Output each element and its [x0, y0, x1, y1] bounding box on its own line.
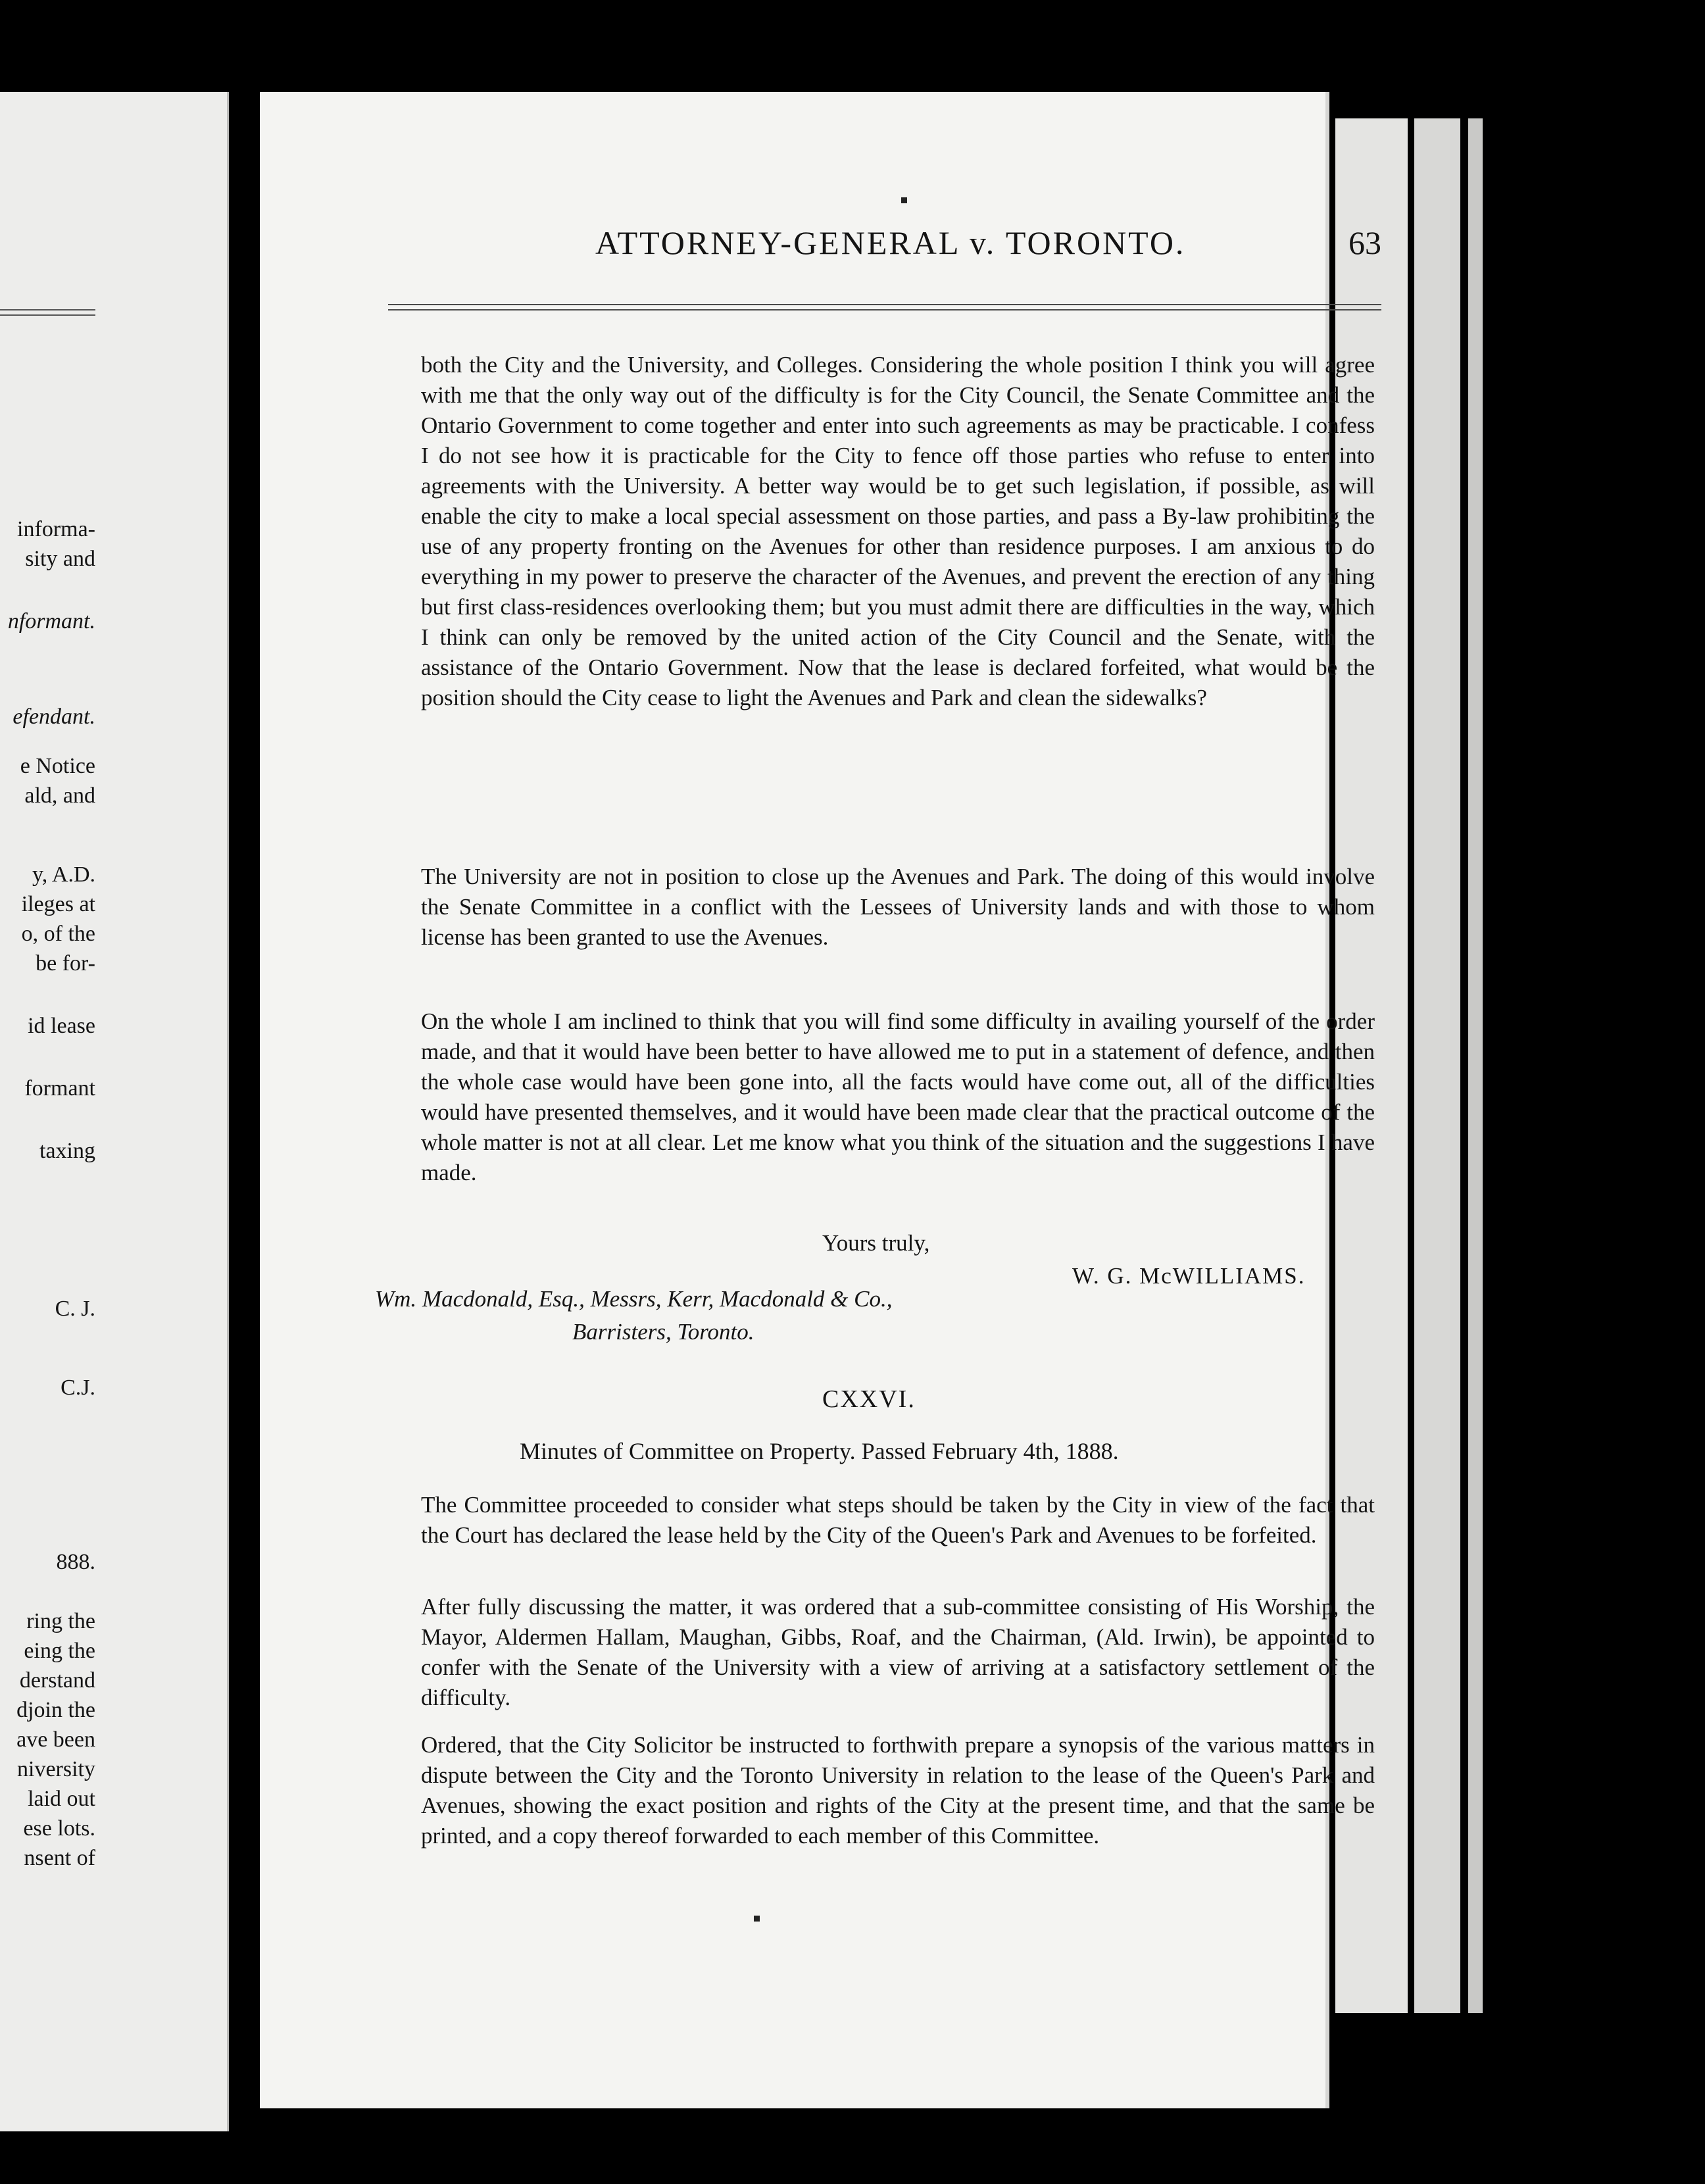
letter-paragraph: On the whole I am inclined to think that you will find some difficulty in availing yourself of the order made, and that it would have been better to have allowed me to put in a statement of defence, and then the whole case would have been gone into, all the facts would have come out, all of the difficulties would have presented themselves, and it would have been made clear that the practical outcome of the whole matter is not at all clear. Let me know what you think of the situation and the suggestions I have made. [421, 1008, 1375, 1185]
left-page-line: ese lots. [23, 1816, 95, 1841]
minutes-paragraph: The Committee proceeded to consider what steps should be taken by the City in view of the fact that the Court has declared the lease held by the City of the Queen's Park and Avenues to be forfeited. [421, 1492, 1375, 1548]
left-page-line: id lease [28, 1014, 95, 1038]
left-page-line: 888. [56, 1550, 95, 1574]
letter-paragraph: both the City and the University, and Colleges. Considering the whole position I think you will agree with me that the only way out of the difficulty is for the City Council, the Senate Committee and the Ontario Government to come together and enter into such agreements as may be practicable. I confess I do not see how it is practicable for the City to fence off those parties who refuse to enter into agreements with the University. A better way would be to get such legislation, if possible, as will enable the city to make a local special assessment on those parties, and pass a By-law prohibiting the use of any property fronting on the Avenues for other than residence purposes. I am anxious to do everything in my power to preserve the character of the Avenues, and prevent the erection of any thing but first class-residences overlooking them; but you must admit there are difficulties in the way, which I think can only be removed by the united action of the City Council and the Senate, with the assistance of the Ontario Government. Now that the lease is declared forfeited, what would be the position should the City cease to light the Avenues and Park and clean the sidewalks? [421, 352, 1375, 710]
header-rule [388, 309, 1381, 310]
print-speck [901, 197, 907, 203]
left-page-line: ald, and [24, 783, 95, 808]
left-page-rule [0, 314, 95, 316]
left-page-rule [0, 309, 95, 310]
left-page-line: sity and [25, 547, 95, 571]
letter-paragraph: The University are not in position to close up the Avenues and Park. The doing of this would involve the Senate Committee in a conflict with the Lessees of University lands and with those to whom license has been granted to use the Avenues. [421, 864, 1375, 950]
running-head [335, 224, 1381, 263]
page-edge [1414, 118, 1460, 2013]
left-page-line: o, of the [21, 922, 95, 946]
addressee-line: Wm. Macdonald, Esq., Messrs, Kerr, Macdonald & Co., [375, 1286, 893, 1312]
left-page-line: nsent of [24, 1846, 95, 1870]
addressee-line: Barristers, Toronto. [572, 1319, 754, 1345]
left-page-line: nformant. [7, 609, 95, 633]
page-edge [1468, 118, 1483, 2013]
left-page-line: derstand [19, 1668, 95, 1693]
header-rule [388, 304, 1381, 305]
left-page-fragment [0, 92, 229, 2131]
letter-closing: Yours truly, [822, 1230, 930, 1256]
left-page-line: C.J. [61, 1376, 95, 1400]
page-number: 63 [1348, 224, 1381, 261]
left-page-line: ring the [26, 1609, 95, 1633]
print-speck [754, 1916, 760, 1922]
running-title: ATTORNEY-GENERAL v. TORONTO. [595, 224, 1186, 261]
left-page-line: laid out [28, 1787, 95, 1811]
left-page-line: y, A.D. [32, 862, 95, 887]
left-page-line: formant [24, 1076, 95, 1101]
letter-signature: W. G. McWILLIAMS. [1072, 1263, 1306, 1289]
left-page-line: be for- [36, 951, 95, 976]
section-number: CXXVI. [822, 1385, 916, 1413]
left-page-line: djoin the [16, 1698, 95, 1722]
minutes-paragraph: After fully discussing the matter, it was ordered that a sub-committee consisting of His Worship, the Mayor, Aldermen Hallam, Maughan, Gibbs, Roaf, and the Chairman, (Ald. Irwin), be appointed to confer with the Senate of the University with a view of arriving at a satisfactory settlement of the difficulty. [421, 1594, 1375, 1710]
left-page-line: eing the [24, 1639, 95, 1663]
left-page-line: ave been [16, 1727, 95, 1752]
left-page-line: informa- [17, 517, 95, 541]
left-page-line: niversity [17, 1757, 95, 1781]
left-page-line: efendant. [12, 705, 95, 729]
left-page-line: ileges at [21, 892, 95, 916]
left-page-line: C. J. [55, 1297, 95, 1321]
minutes-title: Minutes of Committee on Property. Passed February 4th, 1888. [520, 1438, 1119, 1464]
left-page-line: taxing [39, 1139, 95, 1163]
minutes-paragraph: Ordered, that the City Solicitor be instructed to forthwith prepare a synopsis of the various matters in dispute between the City and the Toronto University in relation to the lease of the Queen's Park and Avenues, showing the exact position and rights of the City at the present time, and that the same be printed, and a copy thereof forwarded to each member of this Committee. [421, 1732, 1375, 1849]
left-page-line: e Notice [20, 754, 95, 778]
